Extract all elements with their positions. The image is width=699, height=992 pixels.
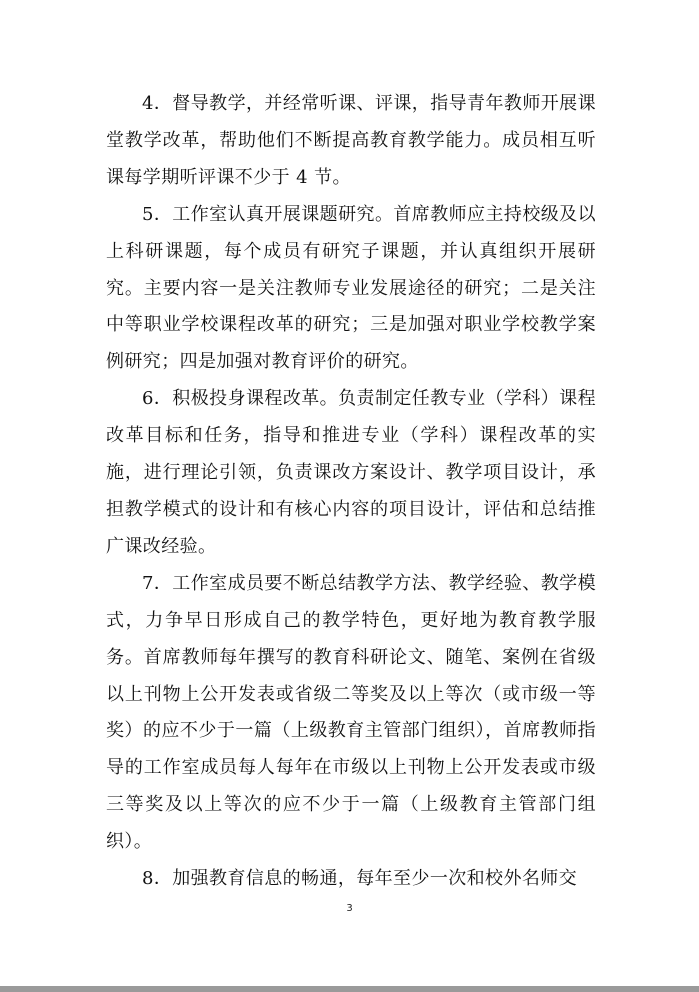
paragraph-item-6: 6．积极投身课程改革。负责制定任教专业（学科）课程改革目标和任务，指导和推进专业（学科）课程改革的实施，进行理论引领，负责课改方案设计、教学项目设计，承担教学模式的设计和有核心内容的项目设计，评估和总结推广课改经验。 [106, 388, 596, 557]
document-body [106, 86, 596, 898]
page-bottom-divider [0, 986, 699, 992]
paragraph-item-4: 4．督导教学，并经常听课、评课，指导青年教师开展课堂教学改革，帮助他们不断提高教育教学能力。成员相互听课每学期听评课不少于 4 节。 [106, 93, 596, 188]
paragraph-item-7: 7．工作室成员要不断总结教学方法、教学经验、教学模式，力争早日形成自己的教学特色，更好地为教育教学服务。首席教师每年撰写的教育科研论文、随笔、案例在省级以上刊物上公开发表或省级二等奖及以上等次（或市级一等奖）的应不少于一篇（上级教育主管部门组织），首席教师指导的工作室成员每人每年在市级以上刊物上公开发表或市级三等奖及以上等次的应不少于一篇（上级教育主管部门组织）。 [106, 572, 596, 853]
paragraph-item-8: 8．加强教育信息的畅通，每年至少一次和校外名师交 [142, 868, 578, 890]
paragraph-item-5: 5．工作室认真开展课题研究。首席教师应主持校级及以上科研课题，每个成员有研究子课题，并认真组织开展研究。主要内容一是关注教师专业发展途径的研究；二是关注中等职业学校课程改革的研究；三是加强对职业学校教学案例研究；四是加强对教育评价的研究。 [106, 203, 596, 373]
page-number: 3 [346, 903, 353, 914]
